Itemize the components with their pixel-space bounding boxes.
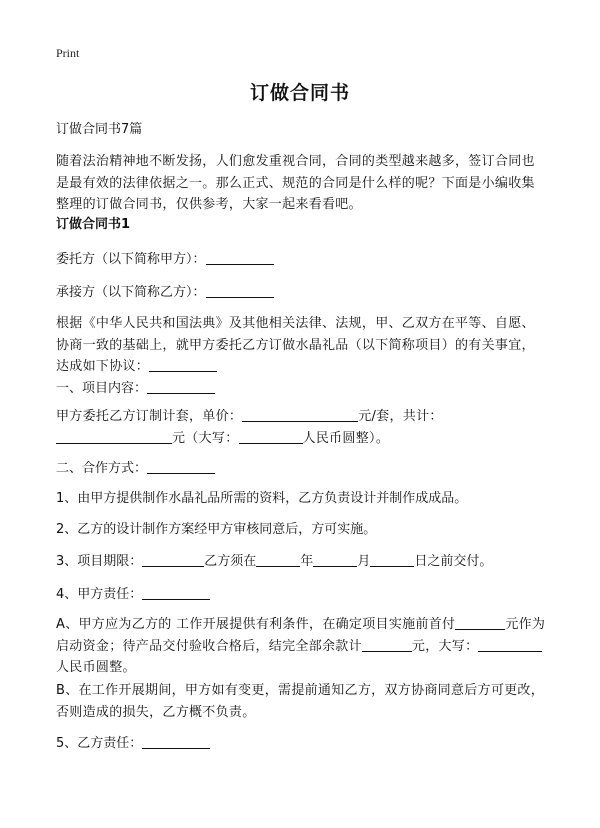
basis-paragraph (56, 313, 548, 378)
clause5-label: 5、乙方责任： (56, 736, 143, 751)
client-blank[interactable] (206, 250, 274, 265)
item2-label: 二、合作方式： (56, 461, 148, 476)
clause-5 (56, 733, 551, 755)
client-line (56, 249, 551, 271)
contractor-label: 承接方（以下简称乙方）： (56, 285, 206, 300)
month-blank[interactable] (313, 552, 357, 567)
client-label: 委托方（以下简称甲方）： (56, 252, 206, 267)
clause3-lead: 3、项目期限： (56, 554, 143, 569)
clause4-label: 4、甲方责任： (56, 587, 143, 602)
item2-line (56, 458, 551, 480)
subtitle: 订做合同书7篇 (56, 122, 143, 137)
year-blank[interactable] (256, 552, 300, 567)
clause3-day: 日之前交付。 (414, 554, 493, 569)
day-blank[interactable] (370, 552, 414, 567)
clause-2: 2、乙方的设计制作方案经甲方审核同意后，方可实施。 (56, 522, 377, 537)
balance-blank[interactable] (362, 637, 412, 652)
item2-blank[interactable] (147, 459, 215, 474)
clause-1: 1、由甲方提供制作水晶礼品所需的资料，乙方负责设计并制作成成品。 (56, 491, 468, 506)
intro-paragraph: 随着法治精神地不断发扬，人们愈发重视合同，合同的类型越来越多，签订合同也是最有效的法律依据之一。那么正式、规范的合同是什么样的呢？下面是小编收集整理的订做合同书，仅供参考，大家一起来看看吧。 (56, 154, 535, 212)
item1-line (56, 378, 551, 400)
balance-uppercase-blank[interactable] (478, 637, 542, 652)
clause3-a: 乙方须在 (204, 554, 257, 569)
item1-label: 一、项目内容： (56, 381, 148, 396)
document-title: 订做合同书 (249, 82, 350, 104)
unit-price-blank[interactable] (242, 407, 358, 422)
item1-blank[interactable] (147, 379, 215, 394)
section-heading: 订做合同书1 (56, 217, 131, 232)
clause-A (56, 614, 548, 679)
clause-3 (56, 551, 551, 573)
clause5-blank[interactable] (142, 734, 210, 749)
contractor-blank[interactable] (206, 283, 274, 298)
down-payment-blank[interactable] (455, 615, 505, 630)
custom-set-paragraph (56, 406, 548, 449)
clauseA-part2: 元作为启动资金；待产品交付验收合格后，结完全部余款计 (56, 617, 546, 654)
basis-text: 根据《中华人民共和国法典》及其他相关法律、法规，甲、乙双方在平等、自愿、协商一致的基础上，就甲方委托乙方订做水晶礼品（以下简称项目）的有关事宜，达成如下协议： (56, 316, 535, 374)
clause3-year: 年 (300, 554, 314, 569)
clauseA-part3: 元，大写： (411, 638, 479, 654)
clause3-month: 月 (357, 554, 371, 569)
custom-set-rmb: 人民币圆整）。 (302, 430, 390, 446)
total-blank[interactable] (56, 429, 172, 444)
clauseA-part1: A、甲方应为乙方的 工作开展提供有利条件，在确定项目实施前首付 (56, 617, 456, 632)
print-link[interactable]: Print (56, 46, 80, 60)
clause4-blank[interactable] (142, 585, 210, 600)
custom-set-yuan: 元（大写： (172, 430, 239, 446)
term-blank[interactable] (142, 552, 204, 567)
agreement-blank[interactable] (149, 357, 217, 372)
clauseA-part4: 人民币圆整。 (56, 660, 136, 675)
contractor-line (56, 282, 551, 304)
uppercase-blank[interactable] (239, 429, 303, 444)
custom-set-unit: 元/套，共计： (358, 409, 443, 424)
clause-B: B、在工作开展期间，甲方如有变更，需提前通知乙方，双方协商同意后方可更改，否则造成的损失，乙方概不负责。 (56, 683, 545, 720)
custom-set-lead: 甲方委托乙方订制计套，单价： (56, 409, 243, 424)
clause-4 (56, 584, 551, 606)
